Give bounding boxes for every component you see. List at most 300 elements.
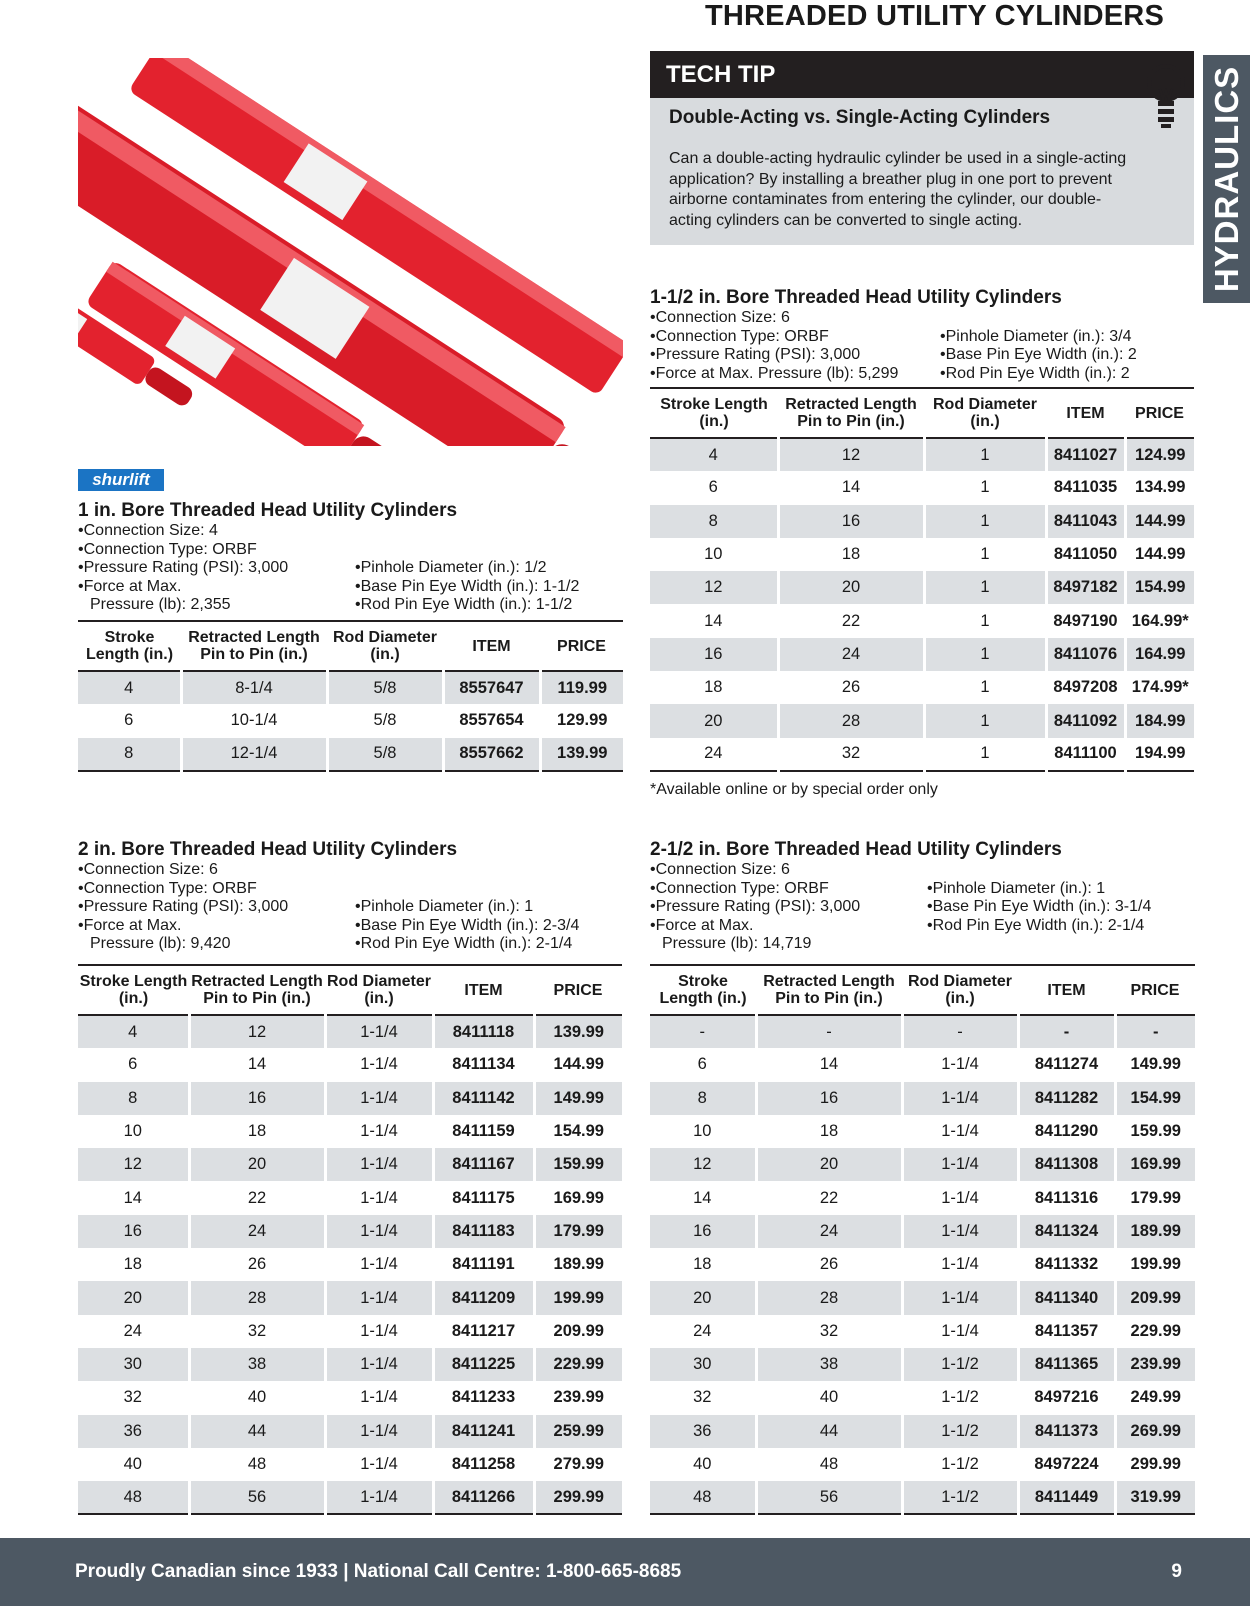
spec-item: •Rod Pin Eye Width (in.): 2-1/4	[355, 935, 573, 952]
stroke-cell: 4	[650, 438, 778, 471]
spec-item: •Base Pin Eye Width (in.): 2-3/4	[355, 916, 580, 934]
stroke-cell: 10	[704, 545, 723, 564]
price-cell: 169.99	[534, 1181, 622, 1214]
column-header: PRICE	[540, 621, 623, 671]
column-header: ITEM	[433, 965, 534, 1015]
table-row	[78, 1481, 622, 1514]
item-cell: 8411134	[433, 1048, 534, 1081]
column-header: ITEM	[1046, 388, 1125, 438]
stroke-cell: 20	[650, 704, 778, 737]
spec-item: •Pinhole Diameter (in.): 1	[927, 879, 1106, 897]
table-row	[78, 671, 623, 704]
table-row	[650, 571, 1194, 604]
section-1-5in-bore	[650, 287, 1195, 384]
stroke-cell: 12	[78, 1148, 189, 1181]
spec-item: •Connection Size: 6	[650, 861, 790, 878]
table-row	[650, 1448, 1195, 1481]
spec-item: •Pressure Rating (PSI): 3,000	[78, 559, 289, 576]
rod-cell: 1	[924, 538, 1046, 571]
stroke-cell: 18	[704, 678, 723, 697]
table-row	[650, 604, 1194, 637]
spec-list	[650, 861, 1195, 956]
stroke-cell: 8	[650, 505, 778, 538]
column-header: Stroke Length (in.)	[78, 621, 181, 671]
table-row	[650, 1481, 1195, 1514]
price-cell: 159.99	[1115, 1115, 1195, 1148]
rod-cell: 1-1/4	[325, 1315, 433, 1348]
stroke-cell: 30	[650, 1348, 756, 1381]
retracted-cell: 48	[756, 1448, 902, 1481]
item-cell: 8411233	[433, 1381, 534, 1414]
table-2-5in-bore	[650, 964, 1195, 1515]
spec-item: •Force at Max. Pressure (lb): 5,299	[650, 364, 899, 382]
column-header: Retracted Length Pin to Pin (in.)	[181, 621, 327, 671]
column-header: Stroke Length (in.)	[78, 965, 189, 1015]
stroke-cell: 12	[650, 571, 778, 604]
item-cell: 8411241	[433, 1415, 534, 1448]
item-cell: 8411324	[1018, 1215, 1115, 1248]
page-number: 9	[1171, 1561, 1182, 1582]
price-cell: 279.99	[534, 1448, 622, 1481]
column-header: Retracted Length Pin to Pin (in.)	[778, 388, 924, 438]
price-cell: 229.99	[1115, 1315, 1195, 1348]
spec-item: •Force at Max.	[78, 577, 182, 595]
rod-cell: 1-1/4	[325, 1115, 433, 1148]
spec-item: •Base Pin Eye Width (in.): 3-1/4	[927, 898, 1152, 915]
spec-item: Pressure (lb): 9,420	[90, 935, 231, 952]
table-row	[650, 438, 1194, 471]
spec-item: •Rod Pin Eye Width (in.): 1-1/2	[355, 596, 573, 613]
rod-cell: 5/8	[327, 671, 443, 704]
lightbulb-icon	[1146, 61, 1186, 131]
rod-cell: 1	[924, 638, 1046, 671]
table-row	[650, 638, 1194, 671]
retracted-cell: 24	[756, 1215, 902, 1248]
rod-cell: 1-1/4	[325, 1481, 433, 1514]
retracted-cell: 40	[756, 1381, 902, 1414]
price-cell: 299.99	[1115, 1448, 1195, 1481]
retracted-cell: 16	[189, 1082, 325, 1115]
item-cell: 8411357	[1018, 1315, 1115, 1348]
rod-cell: 1-1/4	[902, 1215, 1018, 1248]
column-header: PRICE	[534, 965, 622, 1015]
spec-item: •Connection Type: ORBF	[78, 879, 257, 897]
column-header: Rod Diameter (in.)	[327, 621, 443, 671]
retracted-cell: 16	[756, 1082, 902, 1115]
spec-item: •Connection Size: 4	[78, 522, 218, 539]
table-2in-bore	[78, 964, 622, 1515]
retracted-cell: 38	[756, 1348, 902, 1381]
stroke-cell: 6	[697, 1055, 707, 1074]
item-cell: 8411209	[433, 1281, 534, 1314]
stroke-cell: 32	[693, 1388, 712, 1407]
retracted-cell: 18	[189, 1115, 325, 1148]
rod-cell: 1-1/4	[325, 1181, 433, 1214]
table-row	[78, 1415, 622, 1448]
item-cell: 8411282	[1018, 1082, 1115, 1115]
price-cell: 134.99	[1125, 471, 1194, 504]
stroke-cell: 32	[123, 1388, 142, 1407]
retracted-cell: 20	[756, 1148, 902, 1181]
spec-item: •Connection Size: 6	[78, 861, 218, 878]
item-cell: 8557662	[443, 738, 540, 771]
retracted-cell: 38	[189, 1348, 325, 1381]
rod-cell: 1-1/4	[325, 1281, 433, 1314]
table-row	[650, 1281, 1195, 1314]
item-cell: 8497224	[1018, 1448, 1115, 1481]
item-cell: 8411290	[1018, 1115, 1115, 1148]
column-header: ITEM	[1018, 965, 1115, 1015]
retracted-cell: 32	[756, 1315, 902, 1348]
item-cell: 8411266	[433, 1481, 534, 1514]
spec-item: •Force at Max.	[650, 916, 754, 934]
price-cell: 139.99	[534, 1015, 622, 1048]
table-row	[650, 1381, 1195, 1414]
price-cell: 194.99	[1125, 738, 1194, 771]
retracted-cell: 12-1/4	[181, 738, 327, 771]
table-row	[78, 1315, 622, 1348]
retracted-cell: 8-1/4	[181, 671, 327, 704]
retracted-cell: 32	[778, 738, 924, 771]
item-cell: 8411340	[1018, 1281, 1115, 1314]
item-cell: 8411092	[1046, 704, 1125, 737]
retracted-cell: 28	[189, 1281, 325, 1314]
rod-cell: 1-1/4	[902, 1115, 1018, 1148]
table-row	[78, 738, 623, 771]
section-title: 1-1/2 in. Bore Threaded Head Utility Cylinders	[650, 287, 1062, 308]
stroke-cell: 6	[708, 478, 718, 497]
table-row	[650, 671, 1194, 704]
column-header: PRICE	[1115, 965, 1195, 1015]
retracted-cell: 12	[778, 438, 924, 471]
tech-tip-subtitle: Double-Acting vs. Single-Acting Cylinders	[669, 107, 1051, 128]
rod-cell: 1-1/4	[325, 1448, 433, 1481]
table-row	[650, 1082, 1195, 1115]
retracted-cell: -	[756, 1015, 902, 1048]
rod-cell: 1-1/2	[902, 1381, 1018, 1414]
price-cell: 164.99*	[1125, 604, 1194, 637]
table-row	[78, 1048, 622, 1081]
retracted-cell: 24	[778, 638, 924, 671]
price-cell: 154.99	[534, 1115, 622, 1148]
spec-item: •Connection Type: ORBF	[78, 540, 257, 558]
rod-cell: 1	[924, 738, 1046, 771]
price-cell: 129.99	[540, 704, 623, 737]
item-cell: 8497190	[1046, 604, 1125, 637]
stroke-cell: 8	[650, 1082, 756, 1115]
rod-cell: 1-1/4	[902, 1148, 1018, 1181]
item-cell: 8411167	[433, 1148, 534, 1181]
item-cell: 8411332	[1018, 1248, 1115, 1281]
price-cell: 199.99	[1115, 1248, 1195, 1281]
rod-cell: 1	[924, 471, 1046, 504]
section-title: 1 in. Bore Threaded Head Utility Cylinders	[78, 500, 458, 521]
table-row	[78, 1348, 622, 1381]
retracted-cell: 26	[756, 1248, 902, 1281]
stroke-cell: 6	[124, 711, 134, 730]
price-cell: 209.99	[534, 1315, 622, 1348]
table-row	[78, 1248, 622, 1281]
stroke-cell: 14	[693, 1188, 712, 1207]
rod-cell: 1-1/4	[325, 1381, 433, 1414]
retracted-cell: 16	[778, 505, 924, 538]
table-row	[650, 738, 1194, 771]
price-cell: 119.99	[540, 671, 623, 704]
table-row	[78, 704, 623, 737]
spec-item: •Pressure Rating (PSI): 3,000	[650, 346, 861, 363]
rod-cell: 1-1/4	[325, 1148, 433, 1181]
rod-cell: 1-1/4	[902, 1082, 1018, 1115]
price-cell: 154.99	[1125, 571, 1194, 604]
side-tab	[1203, 55, 1250, 303]
table-row	[650, 1315, 1195, 1348]
spec-item: •Force at Max.	[78, 916, 182, 934]
retracted-cell: 18	[756, 1115, 902, 1148]
page-footer	[0, 1538, 1250, 1606]
stroke-cell: 10	[693, 1122, 712, 1141]
table-1-5in-bore	[650, 387, 1194, 772]
retracted-cell: 56	[756, 1481, 902, 1514]
footer-text: Proudly Canadian since 1933 | National Call Centre: 1-800-665-8685	[75, 1561, 682, 1582]
stroke-cell: 14	[123, 1188, 142, 1207]
item-cell: 8411191	[433, 1248, 534, 1281]
price-cell: 184.99	[1125, 704, 1194, 737]
rod-cell: 1-1/4	[902, 1315, 1018, 1348]
stroke-cell: 18	[693, 1255, 712, 1274]
stroke-cell: 20	[78, 1281, 189, 1314]
stroke-cell: 48	[650, 1481, 756, 1514]
item-cell: 8411159	[433, 1115, 534, 1148]
rod-cell: 1-1/4	[902, 1281, 1018, 1314]
item-cell: 8411076	[1046, 638, 1125, 671]
stroke-cell: 30	[78, 1348, 189, 1381]
rod-cell: -	[902, 1015, 1018, 1048]
stroke-cell: 14	[704, 611, 723, 630]
table-row	[650, 1181, 1195, 1214]
price-cell: 239.99	[1115, 1348, 1195, 1381]
spec-list	[78, 522, 623, 617]
section-title: 2 in. Bore Threaded Head Utility Cylinders	[78, 839, 458, 860]
spec-item: •Pinhole Diameter (in.): 1	[355, 898, 534, 915]
price-cell: 149.99	[534, 1082, 622, 1115]
spec-item: •Pressure Rating (PSI): 3,000	[650, 898, 861, 915]
retracted-cell: 48	[189, 1448, 325, 1481]
rod-cell: 1-1/4	[325, 1248, 433, 1281]
section-title: 2-1/2 in. Bore Threaded Head Utility Cylinders	[650, 839, 1062, 860]
retracted-cell: 22	[189, 1181, 325, 1214]
column-header: PRICE	[1125, 388, 1194, 438]
retracted-cell: 22	[778, 604, 924, 637]
price-cell: 124.99	[1125, 438, 1194, 471]
item-cell: 8411118	[433, 1015, 534, 1048]
column-header: Rod Diameter (in.)	[924, 388, 1046, 438]
spec-item: Pressure (lb): 2,355	[90, 596, 231, 613]
tech-tip-body: Can a double-acting hydraulic cylinder be used in a single-acting application? By installing a breather plug in one port to prevent airborne contaminates from entering the cylinder, our double-acting cylinders can be converted to single acting.	[669, 150, 1127, 229]
retracted-cell: 28	[778, 704, 924, 737]
rod-cell: 1	[924, 704, 1046, 737]
item-cell: 8411175	[433, 1181, 534, 1214]
rod-cell: 1	[924, 671, 1046, 704]
price-cell: 299.99	[534, 1481, 622, 1514]
price-cell: 319.99	[1115, 1481, 1195, 1514]
section-2-5in-bore	[650, 839, 1195, 956]
price-cell: 249.99	[1115, 1381, 1195, 1414]
table-row	[650, 1248, 1195, 1281]
table-row	[78, 1082, 622, 1115]
rod-cell: 1-1/4	[325, 1082, 433, 1115]
retracted-cell: 10-1/4	[181, 704, 327, 737]
item-cell: 8557647	[443, 671, 540, 704]
price-cell: 269.99	[1115, 1415, 1195, 1448]
item-cell: 8411100	[1046, 738, 1125, 771]
price-cell: 239.99	[534, 1381, 622, 1414]
price-cell: 144.99	[534, 1048, 622, 1081]
column-header: Stroke Length (in.)	[650, 965, 756, 1015]
tech-tip-header: TECH TIP	[650, 51, 1194, 98]
table-row	[78, 1281, 622, 1314]
retracted-cell: 24	[189, 1215, 325, 1248]
retracted-cell: 44	[189, 1415, 325, 1448]
spec-item: •Pinhole Diameter (in.): 3/4	[940, 327, 1132, 345]
footnote: *Available online or by special order only	[650, 781, 938, 798]
rod-cell: 1-1/2	[902, 1415, 1018, 1448]
rod-cell: 1	[924, 438, 1046, 471]
rod-cell: 1-1/2	[902, 1481, 1018, 1514]
price-cell: 144.99	[1125, 505, 1194, 538]
item-cell: 8411183	[433, 1215, 534, 1248]
stroke-cell: 16	[650, 638, 778, 671]
table-row	[78, 1381, 622, 1414]
column-header: Retracted Length Pin to Pin (in.)	[756, 965, 902, 1015]
item-cell: 8411373	[1018, 1415, 1115, 1448]
spec-item: •Pinhole Diameter (in.): 1/2	[355, 559, 547, 576]
item-cell: 8411217	[433, 1315, 534, 1348]
stroke-cell: 4	[78, 1015, 189, 1048]
rod-cell: 1-1/2	[902, 1448, 1018, 1481]
rod-cell: 1-1/4	[902, 1181, 1018, 1214]
section-1in-bore	[78, 500, 623, 617]
item-cell: 8411316	[1018, 1181, 1115, 1214]
stroke-cell: 24	[123, 1321, 142, 1340]
table-row	[78, 1448, 622, 1481]
price-cell: 189.99	[1115, 1215, 1195, 1248]
item-cell: 8411225	[433, 1348, 534, 1381]
price-cell: 174.99*	[1125, 671, 1194, 704]
spec-item: •Pressure Rating (PSI): 3,000	[78, 898, 289, 915]
rod-cell: 1-1/4	[325, 1048, 433, 1081]
price-cell: 179.99	[534, 1215, 622, 1248]
rod-cell: 1-1/4	[902, 1048, 1018, 1081]
stroke-cell: 24	[693, 1321, 712, 1340]
retracted-cell: 14	[189, 1048, 325, 1081]
table-row	[78, 1215, 622, 1248]
table-row	[650, 538, 1194, 571]
rod-cell: 1-1/4	[325, 1415, 433, 1448]
stroke-cell: -	[650, 1015, 756, 1048]
table-row	[650, 1415, 1195, 1448]
stroke-cell: 8	[78, 1082, 189, 1115]
retracted-cell: 12	[189, 1015, 325, 1048]
item-cell: 8411050	[1046, 538, 1125, 571]
price-cell: 229.99	[534, 1348, 622, 1381]
table-row	[650, 1048, 1195, 1081]
item-cell: 8411035	[1046, 471, 1125, 504]
stroke-cell: 8	[78, 738, 181, 771]
price-cell: 199.99	[534, 1281, 622, 1314]
rod-cell: 5/8	[327, 738, 443, 771]
column-header: Stroke Length (in.)	[650, 388, 778, 438]
price-cell: 189.99	[534, 1248, 622, 1281]
stroke-cell: 16	[78, 1215, 189, 1248]
table-row	[78, 1181, 622, 1214]
retracted-cell: 20	[778, 571, 924, 604]
stroke-cell: 16	[650, 1215, 756, 1248]
item-cell: 8411027	[1046, 438, 1125, 471]
table-1in-bore	[78, 620, 623, 772]
spec-item: Pressure (lb): 14,719	[662, 935, 812, 952]
spec-item: •Base Pin Eye Width (in.): 1-1/2	[355, 577, 580, 595]
item-cell: 8411142	[433, 1082, 534, 1115]
retracted-cell: 14	[756, 1048, 902, 1081]
item-cell: 8411043	[1046, 505, 1125, 538]
rod-cell: 1-1/4	[325, 1215, 433, 1248]
retracted-cell: 28	[756, 1281, 902, 1314]
stroke-cell: 20	[650, 1281, 756, 1314]
rod-cell: 1-1/4	[325, 1348, 433, 1381]
price-cell: 144.99	[1125, 538, 1194, 571]
stroke-cell: 12	[650, 1148, 756, 1181]
price-cell: 159.99	[534, 1148, 622, 1181]
side-tab-label: HYDRAULICS	[1207, 65, 1245, 293]
spec-item: •Base Pin Eye Width (in.): 2	[940, 346, 1137, 363]
spec-item: •Connection Type: ORBF	[650, 879, 829, 897]
table-row	[650, 1148, 1195, 1181]
rod-cell: 5/8	[327, 704, 443, 737]
table-row	[650, 471, 1194, 504]
table-row	[78, 1015, 622, 1048]
item-cell: 8497208	[1046, 671, 1125, 704]
stroke-cell: 36	[78, 1415, 189, 1448]
table-row	[650, 1215, 1195, 1248]
price-cell: 179.99	[1115, 1181, 1195, 1214]
table-row	[650, 704, 1194, 737]
rod-cell: 1-1/2	[902, 1348, 1018, 1381]
price-cell: 154.99	[1115, 1082, 1195, 1115]
stroke-cell: 36	[650, 1415, 756, 1448]
column-header: Rod Diameter (in.)	[902, 965, 1018, 1015]
retracted-cell: 20	[189, 1148, 325, 1181]
retracted-cell: 56	[189, 1481, 325, 1514]
table-row	[650, 505, 1194, 538]
rod-cell: 1	[924, 505, 1046, 538]
stroke-cell: 40	[693, 1455, 712, 1473]
item-cell: 8411258	[433, 1448, 534, 1481]
spec-item: •Rod Pin Eye Width (in.): 2-1/4	[927, 916, 1145, 934]
retracted-cell: 32	[189, 1315, 325, 1348]
retracted-cell: 22	[756, 1181, 902, 1214]
section-2in-bore	[78, 839, 623, 956]
rod-cell: 1-1/4	[325, 1015, 433, 1048]
retracted-cell: 14	[778, 471, 924, 504]
spec-list	[650, 309, 1195, 384]
spec-list	[78, 861, 623, 956]
item-cell: 8411365	[1018, 1348, 1115, 1381]
spec-item: •Connection Type: ORBF	[650, 327, 829, 345]
stroke-cell: 4	[78, 671, 181, 704]
price-cell: 139.99	[540, 738, 623, 771]
price-cell: 164.99	[1125, 638, 1194, 671]
price-cell: 169.99	[1115, 1148, 1195, 1181]
